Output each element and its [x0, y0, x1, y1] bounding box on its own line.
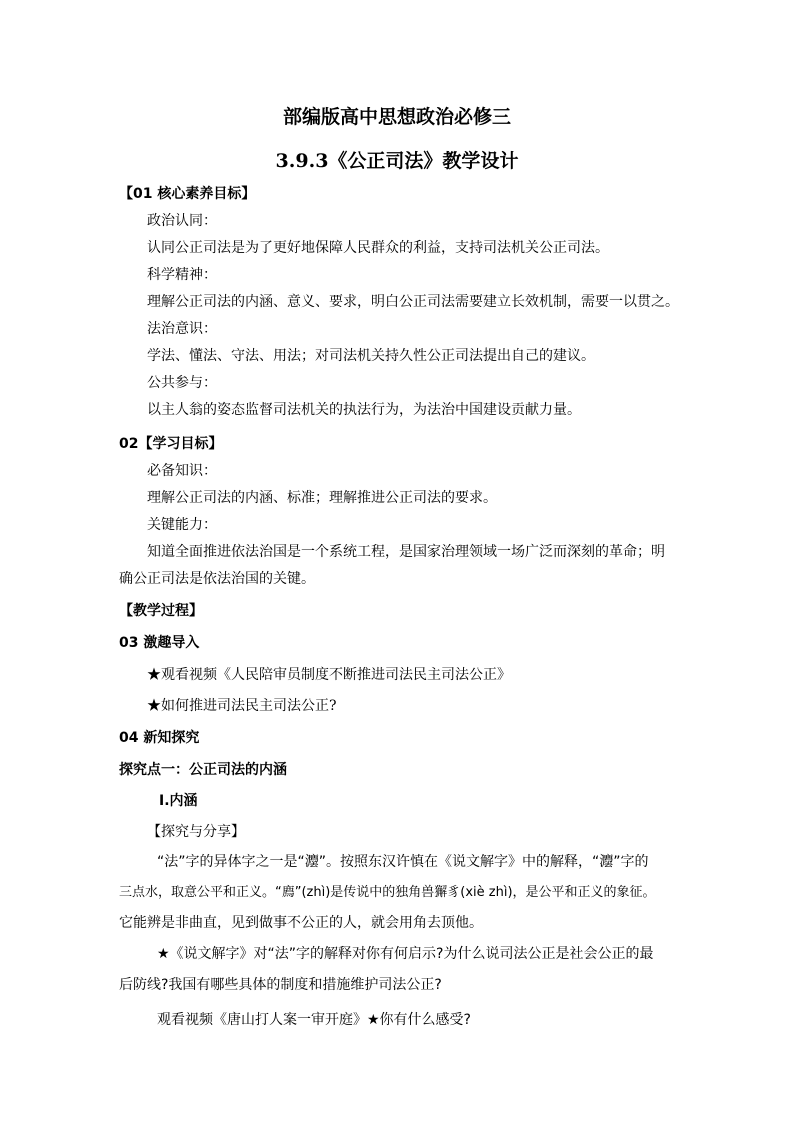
- paragraph-line: ★《说文解字》对“法”字的解释对你有何启示?为什么说司法公正是社会公正的最: [157, 946, 654, 962]
- list-item: 确公正司法是依法治国的关键。: [119, 571, 315, 587]
- explore-share-heading: 【探究与分享】: [147, 824, 245, 840]
- paragraph-line: “法”字的异体字之一是“灋”。按照东汉许慎在《说文解字》中的解释，“灋”字的: [157, 854, 649, 870]
- list-item: 法治意识：: [147, 321, 217, 337]
- paragraph-line: 三点水，取意公平和正义。“廌”(zhì)是传说中的独角兽獬豸(xiè zhì)，是公平和正义的象征。: [119, 885, 656, 900]
- list-item: 认同公正司法是为了更好地保障人民群众的利益，支持司法机关公正司法。: [147, 240, 609, 256]
- list-item: ★观看视频《人民陪审员制度不断推进司法民主司法公正》: [147, 667, 511, 683]
- section-heading-03: 03 激趣导入: [119, 635, 200, 651]
- list-item: 公共参与：: [147, 375, 217, 391]
- list-item: 学法、懂法、守法、用法；对司法机关持久性公正司法提出自己的建议。: [147, 348, 595, 364]
- list-item: 政治认同：: [147, 213, 217, 229]
- section-heading-01: 【01 核心素养目标】: [119, 186, 256, 202]
- document-subtitle: 3.9.3《公正司法》教学设计: [275, 150, 519, 172]
- list-item: 理解公正司法的内涵、意义、要求，明白公正司法需要建立长效机制，需要一以贯之。: [147, 294, 679, 310]
- inquiry-point-heading: 探究点一：公正司法的内涵: [119, 762, 287, 778]
- paragraph-line: 观看视频《唐山打人案一审开庭》★你有什么感受?: [157, 1012, 471, 1028]
- paragraph-line: 它能辨是非曲直，见到做事不公正的人，就会用角去顶他。: [119, 915, 483, 931]
- list-item: 以主人翁的姿态监督司法机关的执法行为，为法治中国建设贡献力量。: [147, 402, 581, 418]
- paragraph-line: 后防线?我国有哪些具体的制度和措施维护司法公正?: [119, 977, 442, 993]
- list-item: 必备知识：: [147, 463, 217, 479]
- list-item: ★如何推进司法民主司法公正?: [147, 698, 337, 714]
- list-item: 理解公正司法的内涵、标准；理解推进公正司法的要求。: [147, 490, 497, 506]
- list-item: 关键能力：: [147, 517, 217, 533]
- section-heading-04: 04 新知探究: [119, 730, 200, 746]
- list-item: 知道全面推进依法治国是一个系统工程，是国家治理领域一场广泛而深刻的革命；明: [147, 544, 665, 560]
- document-title: 部编版高中思想政治必修三: [282, 106, 511, 128]
- subsection-heading: Ⅰ.内涵: [159, 793, 198, 809]
- section-heading-02: 02【学习目标】: [119, 436, 223, 452]
- list-item: 科学精神：: [147, 267, 217, 283]
- teaching-process-heading: 【教学过程】: [119, 603, 203, 619]
